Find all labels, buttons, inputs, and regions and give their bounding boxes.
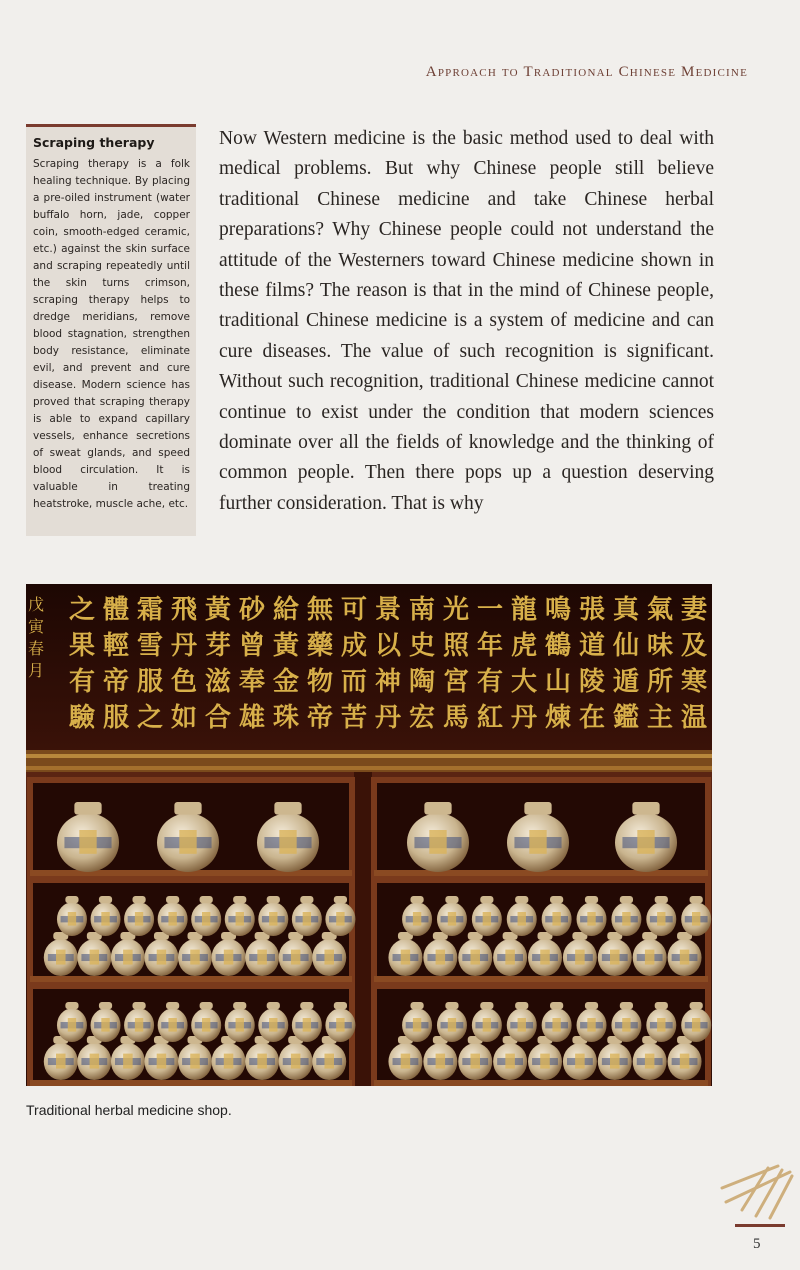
- signboard-character: 史: [408, 631, 436, 661]
- signboard-character: 砂: [238, 595, 266, 625]
- signboard-character: 珠: [272, 703, 300, 733]
- signboard-character: 可: [340, 595, 368, 625]
- signboard-signature-character: 月: [27, 661, 45, 680]
- herbal-shop-illustration: [26, 584, 712, 1086]
- signboard-character: 神: [374, 667, 402, 697]
- signboard-character: 體: [102, 595, 130, 625]
- signboard-character: 果: [68, 631, 96, 661]
- sidebar-body: Scraping therapy is a folk healing technique. By placing a pre-oiled instrument (water buffalo horn, jade, copper coin, smooth-edged ceramic, etc.) against the skin surface and scraping repeatedly until the skin turns crimson, scraping therapy helps to dredge meridians, remove blood stagnation, strengthen body resistance, eliminate evil, and prevent and cure disease. Modern science has proved that scraping therapy is able to expand capillary vessels, enhance secretions of sweat glands, and speed blood circulation. It is valuable in treating heatstroke, muscle ache, etc.: [33, 158, 190, 510]
- signboard-character: 帝: [306, 703, 334, 733]
- signboard-character: 年: [476, 631, 504, 661]
- signboard-character: 宏: [408, 703, 436, 733]
- page-number-rule: [735, 1224, 785, 1227]
- signboard-character: 有: [68, 667, 96, 697]
- signboard-character: 有: [476, 667, 504, 697]
- signboard-character: 煉: [544, 703, 572, 733]
- signboard-character: 芽: [204, 631, 232, 661]
- signboard-character: 仙: [612, 631, 640, 661]
- signboard-character: 及: [680, 631, 708, 661]
- signboard-signature-character: 春: [27, 639, 45, 658]
- signboard-character: 曾: [238, 631, 266, 661]
- signboard-character: 合: [204, 703, 232, 733]
- signboard-character: 山: [544, 667, 572, 697]
- signboard-character: 黃: [204, 595, 232, 625]
- signboard-character: 物: [306, 667, 334, 697]
- signboard-character: 苦: [340, 703, 368, 733]
- body-paragraph: Now Western medicine is the basic method used to deal with medical problems. But why Chinese people still believe traditional Chinese medicine and take Chinese herbal preparations? Why Chinese people could not understand the attitude of the Westerners toward Chinese medicine shown in these films? The reason is that in the mind of Chinese people, traditional Chinese medicine is a system of medicine and can cure diseases. The value of such recognition is significant. Without such recognition, traditional Chinese medicine cannot continue to exist under the condition that modern sciences dominate over all the fields of knowledge and the thinking of common people. Then there pops up a question deserving further consideration. That is why: [219, 128, 714, 514]
- signboard-character: 奉: [238, 667, 266, 697]
- signboard-character: 味: [646, 631, 674, 661]
- signboard-character: 丹: [510, 703, 538, 733]
- signboard-character: 以: [374, 631, 402, 661]
- signboard-character: 虎: [510, 631, 538, 661]
- signboard-character: 無: [306, 595, 334, 625]
- decorative-brush-icon: [716, 1160, 796, 1220]
- signboard-character: 照: [442, 631, 470, 661]
- shelf-lip: [374, 1080, 708, 1086]
- signboard-signature-character: 戊: [27, 595, 45, 614]
- signboard-character: 一: [476, 595, 504, 625]
- shelf-lip: [30, 1080, 352, 1086]
- signboard-character: 服: [136, 667, 164, 697]
- signboard-character: 鳴: [544, 595, 572, 625]
- signboard-character: 成: [340, 631, 368, 661]
- running-head: Approach to Traditional Chinese Medicine: [425, 64, 748, 80]
- signboard-character: 妻: [680, 595, 708, 625]
- signboard-character: 霜: [136, 595, 164, 625]
- signboard-character: 鑑: [612, 703, 640, 733]
- signboard-character: 雄: [238, 703, 266, 733]
- signboard-character: 景: [374, 595, 402, 625]
- signboard-character: 温: [680, 703, 708, 733]
- signboard-character: 大: [510, 667, 538, 697]
- signboard-character: 黃: [272, 631, 300, 661]
- signboard-character: 南: [408, 595, 436, 625]
- herbal-shop-photo: [26, 584, 712, 1086]
- signboard-character: 滋: [204, 667, 232, 697]
- signboard-character: 馬: [442, 703, 470, 733]
- signboard-character: 在: [578, 703, 606, 733]
- signboard-signature-character: 寅: [27, 617, 45, 636]
- signboard-character: 給: [272, 595, 300, 625]
- signboard-character: 主: [646, 703, 674, 733]
- signboard-character: 如: [170, 703, 198, 733]
- signboard-character: 鶴: [544, 631, 572, 661]
- signboard-character: 光: [442, 595, 470, 625]
- shelf-lip: [374, 976, 708, 982]
- signboard-character: 丹: [374, 703, 402, 733]
- signboard-character: 宮: [442, 667, 470, 697]
- signboard-character: 所: [646, 667, 674, 697]
- signboard-character: 遁: [612, 667, 640, 697]
- shelf-lip: [30, 976, 352, 982]
- photo-caption: Traditional herbal medicine shop.: [26, 1102, 232, 1118]
- signboard-character: 紅: [476, 703, 504, 733]
- signboard-character: 張: [578, 595, 606, 625]
- signboard-character: 雪: [136, 631, 164, 661]
- signboard-character: 服: [102, 703, 130, 733]
- signboard-character: 氣: [646, 595, 674, 625]
- signboard-character: 寒: [680, 667, 708, 697]
- signboard-character: 帝: [102, 667, 130, 697]
- signboard-character: 真: [612, 595, 640, 625]
- signboard-character: 輕: [102, 631, 130, 661]
- signboard-character: 龍: [510, 595, 538, 625]
- signboard-character: 飛: [170, 595, 198, 625]
- signboard-character: 之: [68, 595, 96, 625]
- page-number: 5: [753, 1236, 761, 1252]
- signboard-character: 色: [170, 667, 198, 697]
- signboard-character: 陵: [578, 667, 606, 697]
- signboard-character: 藥: [306, 631, 334, 661]
- signboard-character: 驗: [68, 703, 96, 733]
- sidebar-box: [26, 124, 196, 536]
- signboard-character: 而: [340, 667, 368, 697]
- signboard-character: 之: [136, 703, 164, 733]
- signboard-character: 陶: [408, 667, 436, 697]
- sidebar-title: Scraping therapy: [33, 135, 155, 150]
- signboard-character: 道: [578, 631, 606, 661]
- signboard-character: 丹: [170, 631, 198, 661]
- signboard-character: 金: [272, 667, 300, 697]
